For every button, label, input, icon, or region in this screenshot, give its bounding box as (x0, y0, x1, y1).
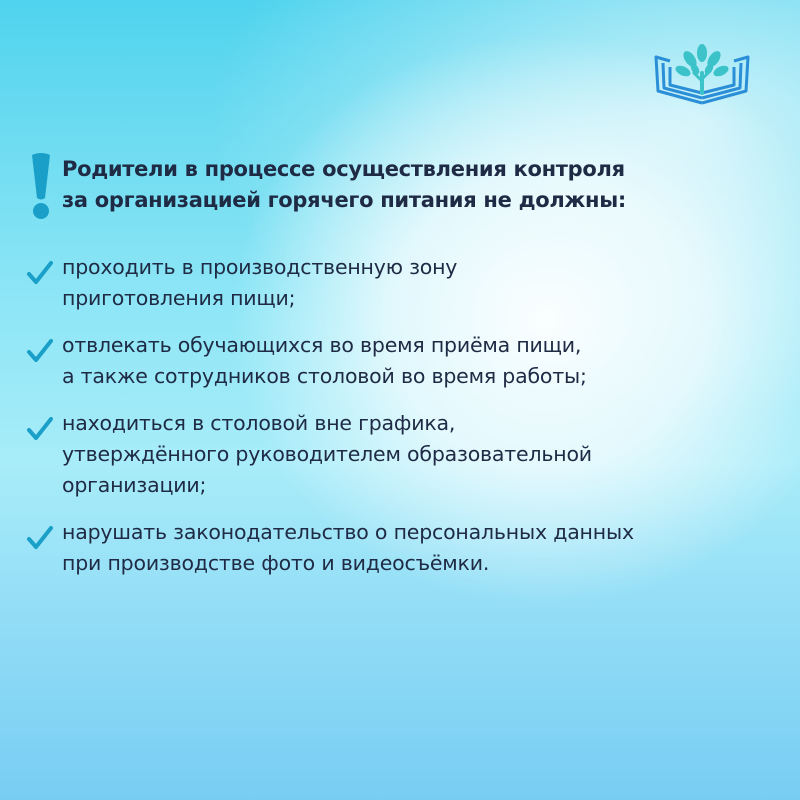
check-icon (26, 338, 54, 364)
list-item (24, 330, 784, 392)
list-item (24, 408, 784, 501)
list-item-text: проходить в производственную зону приготовления пищи; (62, 255, 458, 310)
list-item-text: отвлекать обучающихся во время приёма пищи, а также сотрудников столовой во время работы; (62, 333, 587, 388)
list-item-text: находиться в столовой вне графика, утверждённого руководителем образовательной организации; (62, 411, 592, 497)
list-item (24, 252, 784, 314)
list-item (24, 517, 784, 579)
list-item-text: нарушать законодательство о персональных данных при производстве фото и видеосъёмки. (62, 520, 634, 575)
exclamation-icon (28, 152, 54, 222)
page-title: Родители в процессе осуществления контроля за организацией горячего питания не должны: (62, 157, 627, 212)
book-tree-logo-icon (650, 43, 754, 109)
check-icon (26, 416, 54, 442)
check-icon (26, 260, 54, 286)
checklist (24, 252, 784, 595)
check-icon (26, 525, 54, 551)
heading-block (24, 152, 744, 222)
